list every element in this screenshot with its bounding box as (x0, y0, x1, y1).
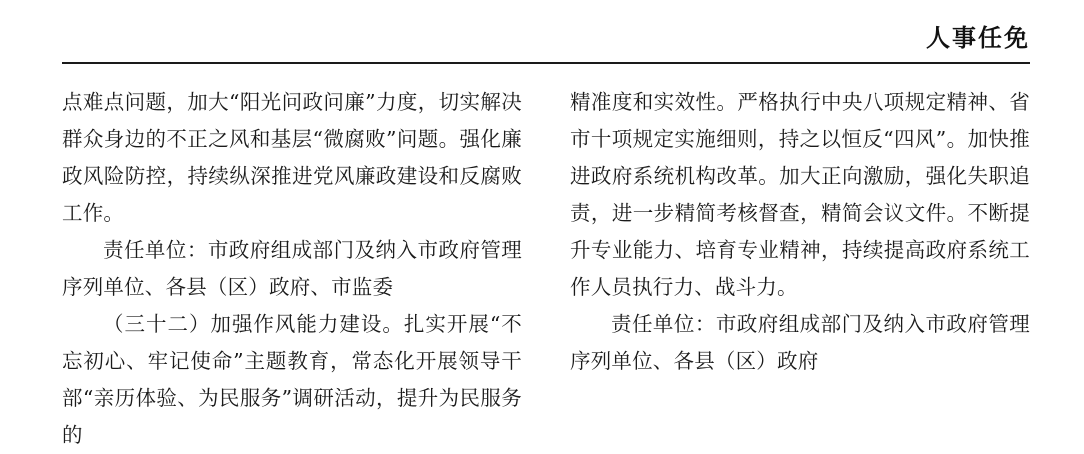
text-columns (62, 84, 1030, 454)
page-header (62, 23, 1030, 54)
paragraph: 责任单位：市政府组成部门及纳入市政府管理序列单位、各县（区）政府、市监委 (62, 238, 522, 299)
right-column (570, 84, 1030, 454)
paragraph: （三十二）加强作风能力建设。扎实开展“不忘初心、牢记使命”主题教育，常态化开展领导干部“亲历体验、为民服务”调研活动，提升为民服务的 (62, 312, 522, 447)
paragraph: 点难点问题，加大“阳光问政问廉”力度，切实解决群众身边的不正之风和基层“微腐败”问题。强化廉政风险防控，持续纵深推进党风廉政建设和反腐败工作。 (62, 90, 522, 225)
page-title: 人事任免 (926, 23, 1030, 52)
left-column (62, 84, 522, 454)
header-divider (62, 62, 1030, 64)
paragraph: 责任单位：市政府组成部门及纳入市政府管理序列单位、各县（区）政府 (570, 312, 1030, 373)
paragraph: 精准度和实效性。严格执行中央八项规定精神、省市十项规定实施细则，持之以恒反“四风”。加快推进政府系统机构改革。加大正向激励，强化失职追责，进一步精简考核督查，精简会议文件。不断提升专业能力、培育专业精神，持续提高政府系统工作人员执行力、战斗力。 (570, 90, 1030, 299)
